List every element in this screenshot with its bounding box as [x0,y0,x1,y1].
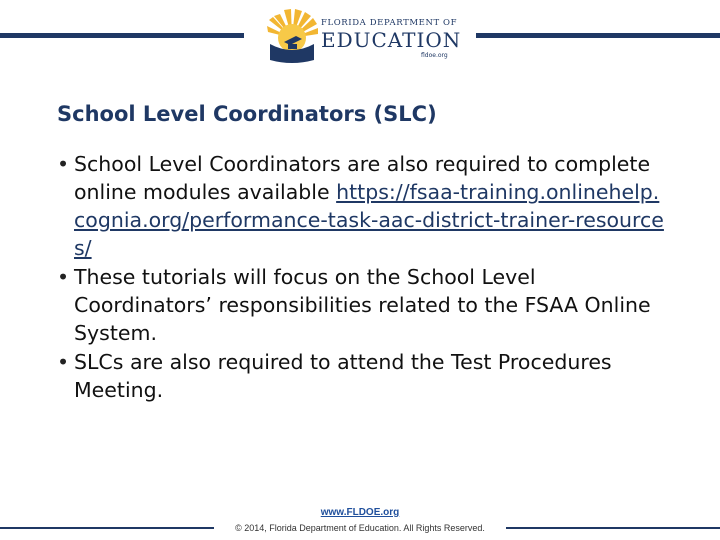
bullet-text: SLCs are also required to attend the Test Procedures Meeting. [74,350,612,402]
bullet-item [57,150,667,262]
bullet-item [57,348,667,404]
modules-link[interactable]: https://fsaa-training.onlinehelp.cognia.org/performance-task-aac-district-trainer-resources/ [74,180,664,260]
bullet-text: These tutorials will focus on the School Level Coordinators’ responsibilities related to the FSAA Online System. [74,265,651,345]
fldoe-website-link[interactable]: www.FLDOE.org [320,507,400,518]
slide-title: School Level Coordinators (SLC) [57,102,437,126]
copyright-notice: © 2014, Florida Department of Education. All Rights Reserved. [214,520,506,536]
bullet-item [57,263,667,347]
logo-url: fldoe.org [421,52,448,59]
sunburst-emblem-icon [264,6,320,66]
logo-text-department: FLORIDA DEPARTMENT OF [321,18,458,28]
header-rule-right [476,33,720,38]
logo-text-education: EDUCATION [321,28,462,52]
bullet-list [57,150,667,405]
fldoe-logo [264,6,460,66]
header-rule-left [0,33,244,38]
bullet-text: School Level Coordinators are also required to complete online modules available [74,152,651,204]
